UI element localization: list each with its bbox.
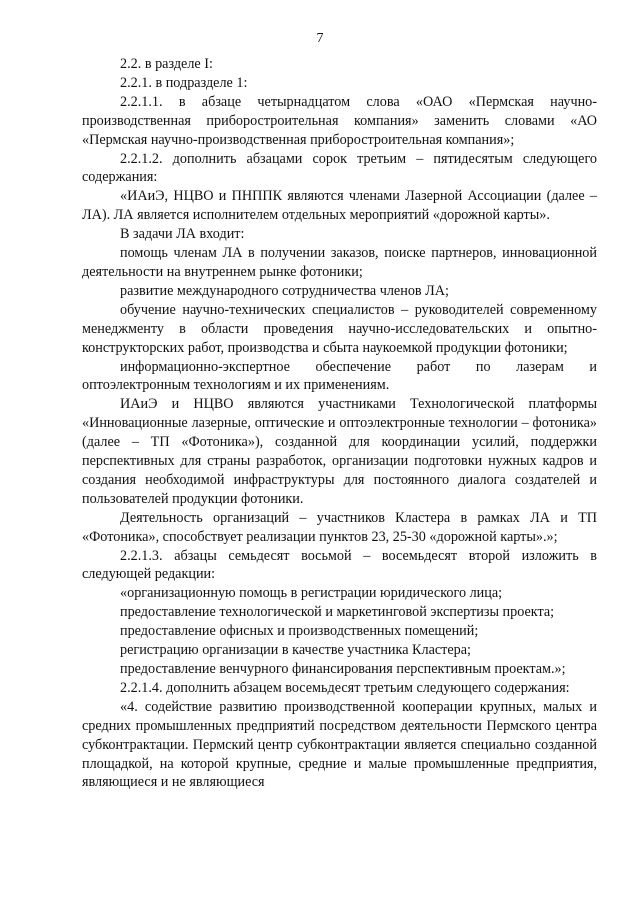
paragraph-la-task-expertise: информационно-экспертное обеспечение работ по лазерам и оптоэлектронным технологиям и их применениям. bbox=[82, 358, 597, 394]
page-number: 7 bbox=[316, 31, 324, 46]
paragraph-2-2-1-4: 2.2.1.4. дополнить абзацем восемьдесят третьим следующего содержания: bbox=[120, 679, 570, 696]
paragraph-la-task-international: развитие международного сотрудничества членов ЛА; bbox=[120, 282, 449, 299]
paragraph-la-task-training: обучение научно-технических специалистов – руководителей современному менеджменту в области проведения научно-исследовательских и опытно-конструкторских работ, производства и сбыта наукоемкой продукции фотоники; bbox=[82, 301, 597, 356]
paragraph-office-space: предоставление офисных и производственных помещений; bbox=[120, 623, 479, 640]
paragraph-2-2: 2.2. в разделе I: bbox=[120, 56, 213, 72]
paragraph-cluster-activity: Деятельность организаций – участников Кластера в рамках ЛА и ТП «Фотоника», способствует реализации пунктов 23, 25-30 «дорожной карты».»; bbox=[82, 509, 597, 545]
paragraph-la-task-orders: помощь членам ЛА в получении заказов, поиске партнеров, инновационной деятельности на внутреннем рынке фотоники; bbox=[82, 245, 597, 280]
document-body bbox=[82, 55, 597, 792]
paragraph-2-2-1-1: 2.2.1.1. в абзаце четырнадцатом слова «ОАО «Пермская научно-производственная приборостроительная компания» заменить словами «АО «Пермская научно-производственная приборостроительная компания»; bbox=[82, 93, 597, 148]
paragraph-tp-photonics: ИАиЭ и НЦВО являются участниками Технологической платформы «Инновационные лазерные, оптические и оптоэлектронные технологии – фотоника» (далее – ТП «Фотоника»), созданной для координации усилий, поддержки перспективных для страны разработок, организации подготовки нужных кадров и создания необходимой инфраструктуры для постоянного диалога создателей и пользователей продукции фотоники. bbox=[82, 396, 597, 507]
paragraph-venture-funding: предоставление венчурного финансирования перспективным проектам.»; bbox=[120, 661, 566, 677]
paragraph-cluster-registration: регистрацию организации в качестве участника Кластера; bbox=[120, 642, 472, 659]
paragraph-org-help: «организационную помощь в регистрации юридического лица; bbox=[120, 585, 503, 602]
paragraph-tech-expertise: предоставление технологической и маркетинговой экспертизы проекта; bbox=[120, 604, 555, 621]
paragraph-2-2-1: 2.2.1. в подразделе 1: bbox=[120, 74, 248, 91]
paragraph-2-2-1-3: 2.2.1.3. абзацы семьдесят восьмой – восемьдесят второй изложить в следующей редакции: bbox=[82, 547, 597, 583]
paragraph-subcontracting-center: «4. содействие развитию производственной кооперации крупных, малых и средних промышленных предприятий посредством деятельности Пермского центра субконтрактации. Пермский центр субконтрактации является специально созданной площадкой, на которой крупные, средние и малые промышленные предприятия, являющиеся и не являющиеся bbox=[82, 698, 597, 791]
paragraph-2-2-1-2: 2.2.1.2. дополнить абзацами сорок третьим – пятидесятым следующего содержания: bbox=[82, 150, 597, 186]
paragraph-la-membership: «ИАиЭ, НЦВО и ПНППК являются членами Лазерной Ассоциации (далее – ЛА). ЛА является исполнителем отдельных мероприятий «дорожной карты». bbox=[82, 188, 597, 224]
paragraph-la-tasks-heading: В задачи ЛА входит: bbox=[120, 226, 245, 243]
